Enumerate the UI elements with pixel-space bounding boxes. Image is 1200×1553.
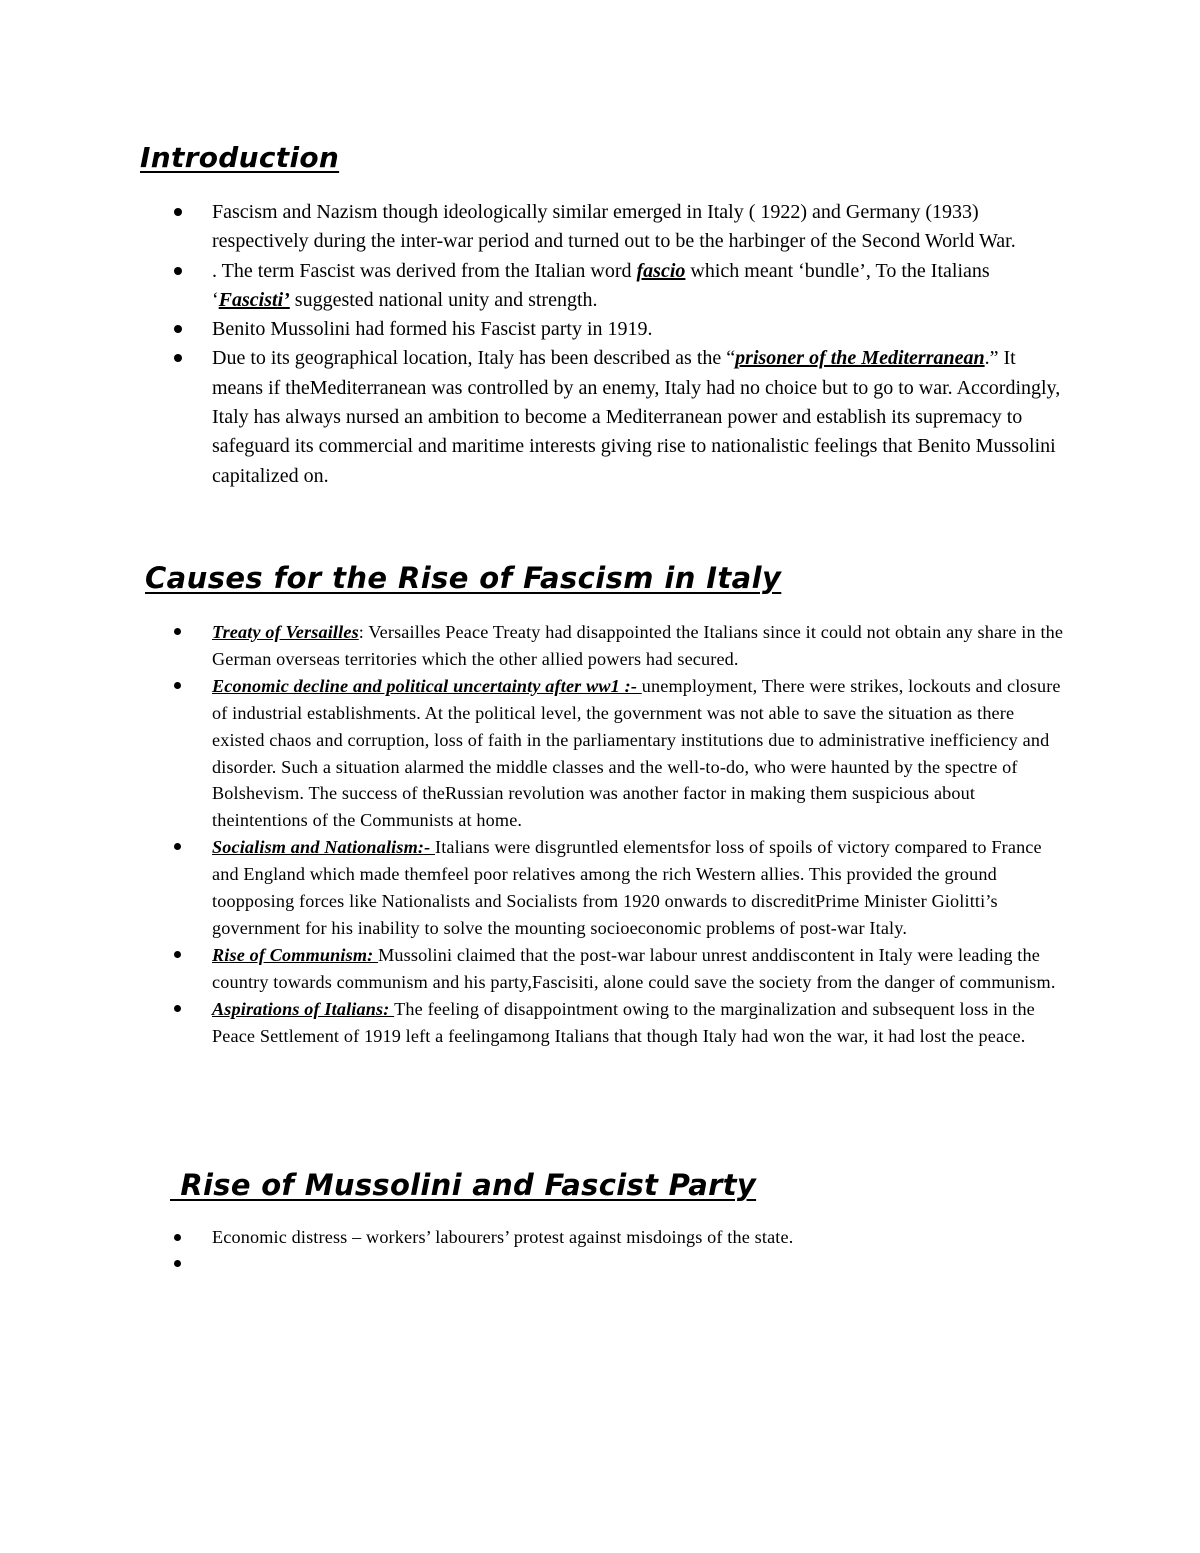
item-text: Benito Mussolini had formed his Fascist party in 1919.	[212, 318, 653, 341]
list-item	[170, 619, 1065, 673]
item-text: : Versailles Peace Treaty had disappointed the Italians since it could not obtain any share in the German overseas territories which the other allied powers had secured.	[212, 622, 1064, 669]
item-text: Economic distress – workers’ labourers’ protest against misdoings of the state.	[212, 1227, 794, 1247]
bullet-icon	[174, 208, 182, 216]
term-fascio: fascio	[636, 259, 686, 282]
bullet-icon	[174, 843, 181, 850]
causes-list	[170, 619, 1065, 1050]
term-communism: Rise of Communism:	[212, 944, 379, 965]
list-item	[170, 344, 1065, 490]
list-item	[170, 257, 1065, 316]
item-text-post: .” It means if theMediterranean was controlled by an enemy, Italy had no choice but to go to war. Accordingly, Italy has always nursed an ambition to become a Mediterranean power and establish its supremacy to safeguard its commercial and maritime interests giving rise to nationalistic feelings that Benito Mussolini capitalized on.	[212, 347, 1061, 487]
term-prisoner: prisoner of the Mediterranean	[735, 347, 985, 370]
bullet-icon	[174, 325, 182, 333]
item-text: unemployment, There were strikes, lockouts and closure of industrial establishments. At the political level, the government was not able to save the situation as there existed chaos and corruption, loss of faith in the parliamentary institutions due to administrative inefficiency and disorder. Such a situation alarmed the middle classes and the well-to-do, who were haunted by the spectre of Bolshevism. The success of theRussian revolution was another factor in making them suspicious about theintentions of the Communists at home.	[212, 675, 1061, 831]
list-item	[170, 996, 1065, 1050]
item-text-pre: . The term Fascist was derived from the Italian word	[212, 259, 637, 282]
term-aspirations: Aspirations of Italians:	[212, 998, 395, 1019]
item-text-pre: Due to its geographical location, Italy has been described as the “	[212, 347, 736, 370]
item-text-mid: which meant ‘bundle’, To the Italians ‘	[212, 259, 990, 311]
item-text-post: suggested national unity and strength.	[289, 288, 598, 311]
term-socialism: Socialism and Nationalism:-	[212, 837, 435, 858]
item-text: Fascism and Nazism though ideologically similar emerged in Italy ( 1922) and Germany (1933) respectively during the inter-war period and turned out to be the harbinger of the Second World War.	[212, 201, 1016, 253]
item-text: The feeling of disappointment owing to the marginalization and subsequent loss in the Peace Settlement of 1919 left a feelingamong Italians that though Italy had won the war, it had lost the peace.	[212, 998, 1035, 1046]
introduction-list	[170, 198, 1065, 491]
heading-causes: Causes for the Rise of Fascism in Italy	[145, 561, 782, 595]
heading-introduction: Introduction	[140, 141, 340, 174]
bullet-icon	[174, 1234, 181, 1241]
rise-list	[170, 1224, 1065, 1276]
bullet-icon	[174, 951, 181, 958]
term-fascisti: Fascisti’	[218, 288, 290, 311]
bullet-icon	[174, 1005, 181, 1012]
bullet-icon	[174, 354, 182, 362]
list-item	[170, 834, 1065, 942]
list-item	[170, 315, 1065, 344]
item-text: Mussolini claimed that the post-war labour unrest anddiscontent in Italy were leading the country towards communism and his party,Fascisiti, alone could save the society from the danger of communism.	[212, 944, 1056, 992]
list-item	[170, 673, 1065, 834]
bullet-icon	[174, 682, 181, 689]
list-item	[170, 198, 1065, 257]
bullet-icon	[174, 1260, 181, 1267]
list-item	[170, 942, 1065, 996]
term-treaty: Treaty of Versailles	[212, 622, 359, 642]
bullet-icon	[174, 267, 182, 275]
list-item-empty	[170, 1250, 1065, 1276]
bullet-icon	[174, 628, 181, 635]
heading-rise-of-mussolini: Rise of Mussolini and Fascist Party	[170, 1168, 757, 1202]
list-item	[170, 1224, 1065, 1250]
item-text: Italians were disgruntled elementsfor loss of spoils of victory compared to France and England which made themfeel poor relatives among the rich Western allies. This provided the ground toopposing forces like Nationalists and Socialists from 1920 onwards to discreditPrime Minister Giolitti’s government for his inability to solve the mounting socioeconomic problems of post-war Italy.	[212, 837, 1042, 938]
term-economic: Economic decline and political uncertainty after ww1 :-	[212, 675, 642, 696]
